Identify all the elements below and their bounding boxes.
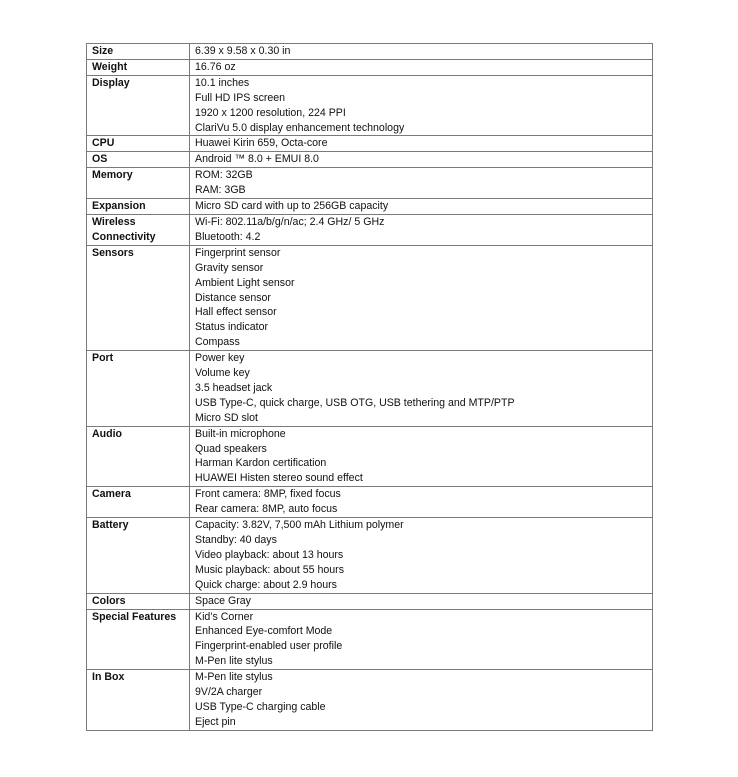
spec-label: Port [92, 352, 114, 365]
spec-label: OS [92, 153, 108, 166]
spec-value-line: ClariVu 5.0 display enhancement technology [195, 121, 405, 134]
spec-value-cell [190, 670, 653, 731]
spec-label: Memory [92, 169, 133, 182]
spec-value-cell [190, 609, 653, 670]
spec-row [87, 593, 653, 609]
spec-value-cell [190, 593, 653, 609]
spec-value-line: Ambient Light sensor [195, 276, 295, 289]
spec-value-line: 10.1 inches [195, 76, 250, 89]
spec-label: Battery [92, 519, 129, 532]
spec-label-cell [87, 75, 190, 136]
spec-value-cell [190, 152, 653, 168]
spec-label: Display [92, 76, 130, 89]
spec-label-cell [87, 44, 190, 60]
spec-value-line: Huawei Kirin 659, Octa-core [195, 137, 328, 150]
spec-label-cell [87, 426, 190, 487]
spec-label: Wireless [92, 215, 136, 228]
spec-value-cell [190, 75, 653, 136]
spec-label: Expansion [92, 200, 146, 213]
spec-value-line: Harman Kardon certification [195, 457, 327, 470]
spec-row [87, 426, 653, 487]
spec-value-line: Android ™ 8.0 + EMUI 8.0 [195, 153, 319, 166]
spec-value-line: M-Pen lite stylus [195, 671, 273, 684]
spec-label: Audio [92, 427, 123, 440]
spec-value-line: Compass [195, 336, 240, 349]
spec-value-line: 16.76 oz [195, 60, 236, 73]
spec-value-cell [190, 426, 653, 487]
spec-value-line: Quick charge: about 2.9 hours [195, 578, 337, 591]
spec-value-line: ROM: 32GB [195, 169, 253, 182]
spec-value-line: Space Gray [195, 594, 251, 607]
spec-value-line: Built-in microphone [195, 427, 286, 440]
spec-value-cell [190, 199, 653, 215]
spec-value-line: Status indicator [195, 321, 269, 334]
spec-value-line: 6.39 x 9.58 x 0.30 in [195, 45, 291, 57]
spec-value-line: USB Type-C charging cable [195, 700, 326, 713]
spec-label: Special Features [92, 610, 177, 623]
spec-value-cell [190, 518, 653, 594]
spec-row [87, 518, 653, 594]
spec-table-body [87, 44, 653, 731]
spec-value-line: Music playback: about 55 hours [195, 563, 344, 576]
spec-row [87, 59, 653, 75]
spec-label-cell [87, 487, 190, 518]
spec-value-cell [190, 136, 653, 152]
spec-value-line: HUAWEI Histen stereo sound effect [195, 472, 363, 485]
spec-row [87, 152, 653, 168]
spec-value-cell [190, 245, 653, 350]
spec-label-cell [87, 351, 190, 427]
spec-value-line: Front camera: 8MP, fixed focus [195, 488, 341, 501]
spec-value-line: USB Type-C, quick charge, USB OTG, USB tethering and MTP/PTP [195, 396, 515, 409]
spec-row [87, 44, 653, 60]
spec-value-line: Fingerprint sensor [195, 246, 281, 259]
spec-label: CPU [92, 137, 115, 150]
spec-value-line: Video playback: about 13 hours [195, 548, 344, 561]
spec-label: Size [92, 45, 114, 57]
spec-value-line: Enhanced Eye-comfort Mode [195, 625, 333, 638]
spec-value-cell [190, 44, 653, 60]
spec-value-line: Distance sensor [195, 291, 271, 304]
spec-value-line: Rear camera: 8MP, auto focus [195, 503, 338, 516]
spec-label-cell [87, 152, 190, 168]
spec-value-line: Gravity sensor [195, 261, 264, 274]
spec-row [87, 670, 653, 731]
spec-value-line: Bluetooth: 4.2 [195, 230, 261, 243]
spec-label-cell [87, 199, 190, 215]
spec-row [87, 136, 653, 152]
spec-value-line: Power key [195, 352, 245, 365]
spec-value-line: Volume key [195, 367, 250, 380]
spec-row [87, 487, 653, 518]
spec-row [87, 351, 653, 427]
spec-label-cell [87, 609, 190, 670]
spec-label-cell [87, 136, 190, 152]
spec-row [87, 168, 653, 199]
spec-value-line: RAM: 3GB [195, 184, 246, 197]
spec-value-line: 9V/2A charger [195, 686, 263, 699]
spec-value-line: Fingerprint-enabled user profile [195, 640, 343, 653]
spec-value-cell [190, 487, 653, 518]
spec-label: Connectivity [92, 230, 156, 243]
spec-label-cell [87, 593, 190, 609]
spec-table [86, 43, 653, 731]
spec-row [87, 245, 653, 350]
spec-label-cell [87, 518, 190, 594]
spec-value-line: 1920 x 1200 resolution, 224 PPI [195, 106, 346, 119]
spec-value-line: Kid’s Corner [195, 610, 254, 623]
spec-value-cell [190, 168, 653, 199]
spec-value-line: Micro SD card with up to 256GB capacity [195, 200, 389, 213]
spec-value-line: Quad speakers [195, 442, 267, 455]
spec-row [87, 199, 653, 215]
spec-row [87, 75, 653, 136]
spec-value-cell [190, 59, 653, 75]
spec-row [87, 609, 653, 670]
spec-value-line: 3.5 headset jack [195, 381, 273, 394]
spec-label-cell [87, 214, 190, 245]
spec-value-cell [190, 214, 653, 245]
spec-value-cell [190, 351, 653, 427]
spec-label: Sensors [92, 246, 134, 259]
spec-value-line: Standby: 40 days [195, 534, 277, 546]
spec-label: Colors [92, 594, 126, 607]
spec-label: In Box [92, 671, 125, 684]
spec-row [87, 214, 653, 245]
spec-value-line: Eject pin [195, 715, 236, 728]
spec-value-line: Capacity: 3.82V, 7,500 mAh Lithium polymer [195, 519, 404, 532]
spec-value-line: M-Pen lite stylus [195, 655, 273, 668]
spec-label-cell [87, 670, 190, 731]
spec-value-line: Full HD IPS screen [195, 91, 286, 104]
spec-label-cell [87, 168, 190, 199]
spec-value-line: Hall effect sensor [195, 306, 277, 319]
spec-label: Camera [92, 488, 131, 501]
spec-value-line: Wi-Fi: 802.11a/b/g/n/ac; 2.4 GHz/ 5 GHz [195, 215, 385, 228]
spec-value-line: Micro SD slot [195, 411, 258, 424]
spec-label-cell [87, 59, 190, 75]
spec-label: Weight [92, 60, 128, 73]
spec-label-cell [87, 245, 190, 350]
